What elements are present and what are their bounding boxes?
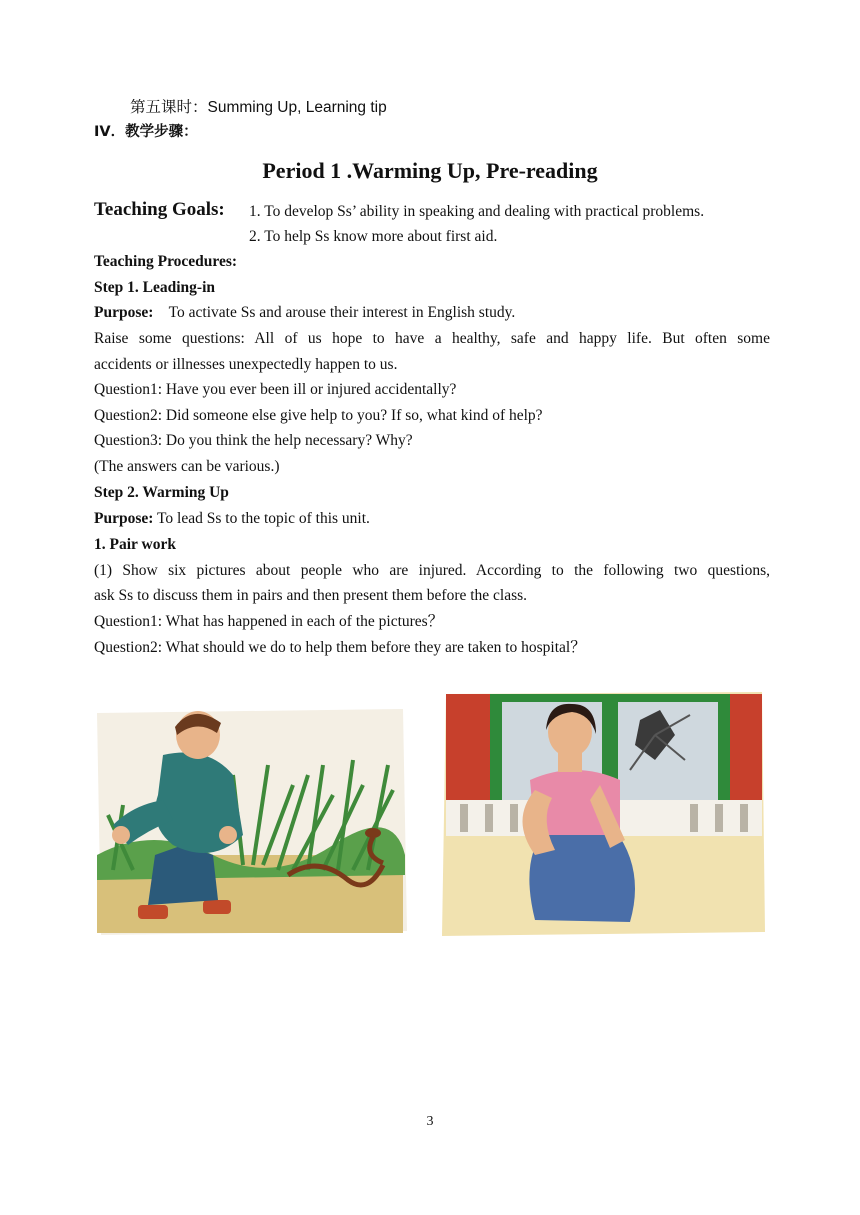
step2-question-2: Question2: What should we do to help them before they are taken to hospital？	[94, 639, 586, 656]
lesson-line	[130, 97, 806, 118]
step2-question-1: Question1: What has happened in each of the pictures？	[94, 613, 444, 630]
page-title: Period 1 .Warming Up, Pre-reading	[262, 158, 598, 183]
step1-question-1: Question1: Have you ever been ill or injured accidentally?	[94, 381, 457, 398]
purpose-label: Purpose:	[94, 304, 154, 321]
step1-note: (The answers can be various.)	[94, 458, 280, 475]
lesson-label-cn: 第五课时：	[130, 98, 208, 116]
purpose-label: Purpose:	[94, 510, 154, 527]
lesson-label-en: Summing Up, Learning tip	[207, 99, 387, 116]
goals-label: Teaching Goals:	[94, 199, 225, 220]
page-number: 3	[426, 1114, 434, 1129]
step1-heading: Step 1. Leading-in	[94, 279, 216, 296]
step2-task-line-2: ask Ss to discuss them in pairs and then present them before the class.	[94, 587, 528, 604]
purpose-text: To lead Ss to the topic of this unit.	[157, 510, 370, 527]
snake-bite-illustration	[93, 705, 408, 937]
procedures-heading: Teaching Procedures:	[94, 253, 238, 270]
step1-intro-line-1: Raise some questions: All of us hope to have a healthy, safe and happy life. But often some	[94, 330, 770, 347]
step2-purpose	[94, 509, 770, 529]
step2-task-line-1: (1) Show six pictures about people who are injured. According to the following two questions,	[94, 562, 770, 579]
steps-heading: IV．教学步骤：	[94, 124, 198, 140]
pair-work-heading: 1. Pair work	[94, 536, 176, 553]
step1-purpose	[94, 303, 770, 323]
step2-heading: Step 2. Warming Up	[94, 484, 229, 501]
goal-item-2: 2. To help Ss know more about first aid.	[249, 228, 498, 245]
injured-arm-illustration	[440, 690, 767, 937]
goal-item-1: 1. To develop Ss’ ability in speaking and dealing with practical problems.	[249, 203, 705, 220]
step1-question-2: Question2: Did someone else give help to you? If so, what kind of help?	[94, 407, 543, 424]
purpose-text: To activate Ss and arouse their interest in English study.	[168, 304, 516, 321]
step1-question-3: Question3: Do you think the help necessary? Why?	[94, 432, 413, 449]
step1-intro-line-2: accidents or illnesses unexpectedly happen to us.	[94, 356, 398, 373]
